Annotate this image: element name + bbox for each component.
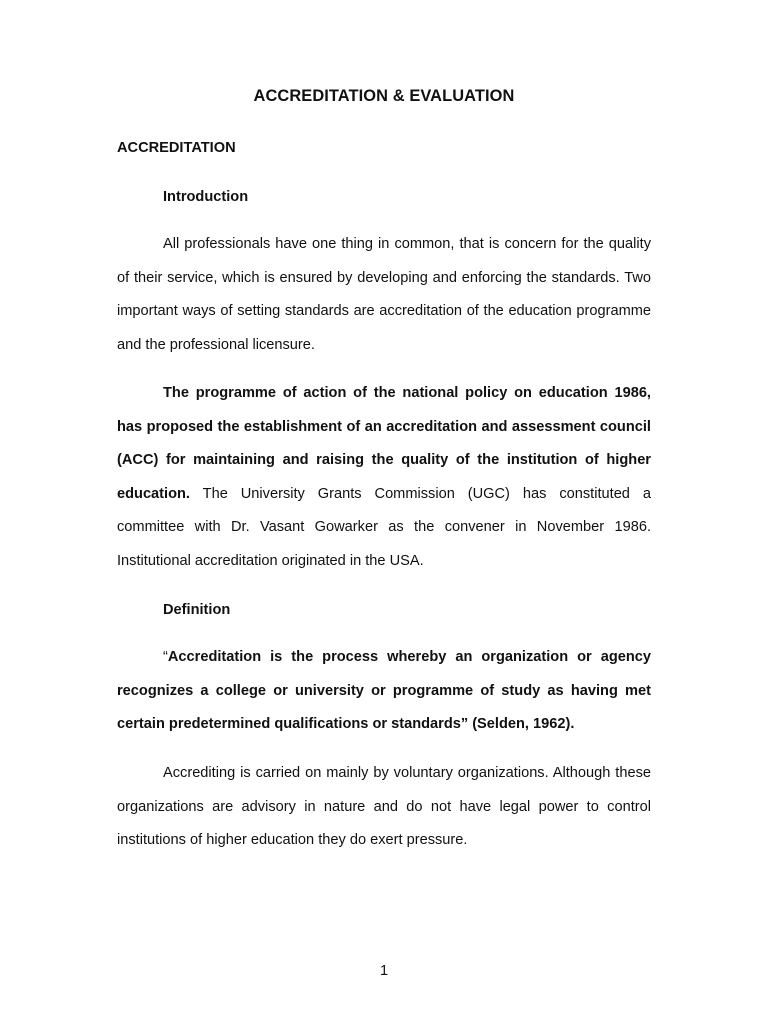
subheading-definition: Definition [163,602,231,618]
paragraph-introduction-2 [117,377,651,579]
paragraph-definition-2: Accrediting is carried on mainly by voluntary organizations. Although these organizations are advisory in nature and do not have legal power to control institutions of higher education they do exert pressure. [117,765,651,849]
paragraph-introduction-2-rest: The University Grants Commission (UGC) has constituted a committee with Dr. Vasant Gowarker as the convener in November 1986. Institutional accreditation originated in the USA. [117,485,651,569]
definition-quote-bold: Accreditation is the process whereby an organization or agency recognizes a college or university or programme of study as having met certain predetermined qualifications or standards” (Selden, 1962). [117,649,651,733]
paragraph-introduction-1: All professionals have one thing in common, that is concern for the quality of their service, which is ensured by developing and enforcing the standards. Two important ways of setting standards are accreditation of the education programme and the professional licensure. [117,236,651,353]
document-title: ACCREDITATION & EVALUATION [253,87,515,105]
section-heading-accreditation: ACCREDITATION [117,140,236,156]
paragraph-definition-quote [117,641,651,742]
paragraph-introduction-2-bold: The programme of action of the national policy on education 1986, has proposed the establishment of an accreditation and assessment council (ACC) for maintaining and raising the quality of the institution of higher education. [117,385,651,502]
page-number: 1 [379,963,389,979]
subheading-introduction: Introduction [163,189,249,205]
quote-open-mark: “ [163,649,168,665]
